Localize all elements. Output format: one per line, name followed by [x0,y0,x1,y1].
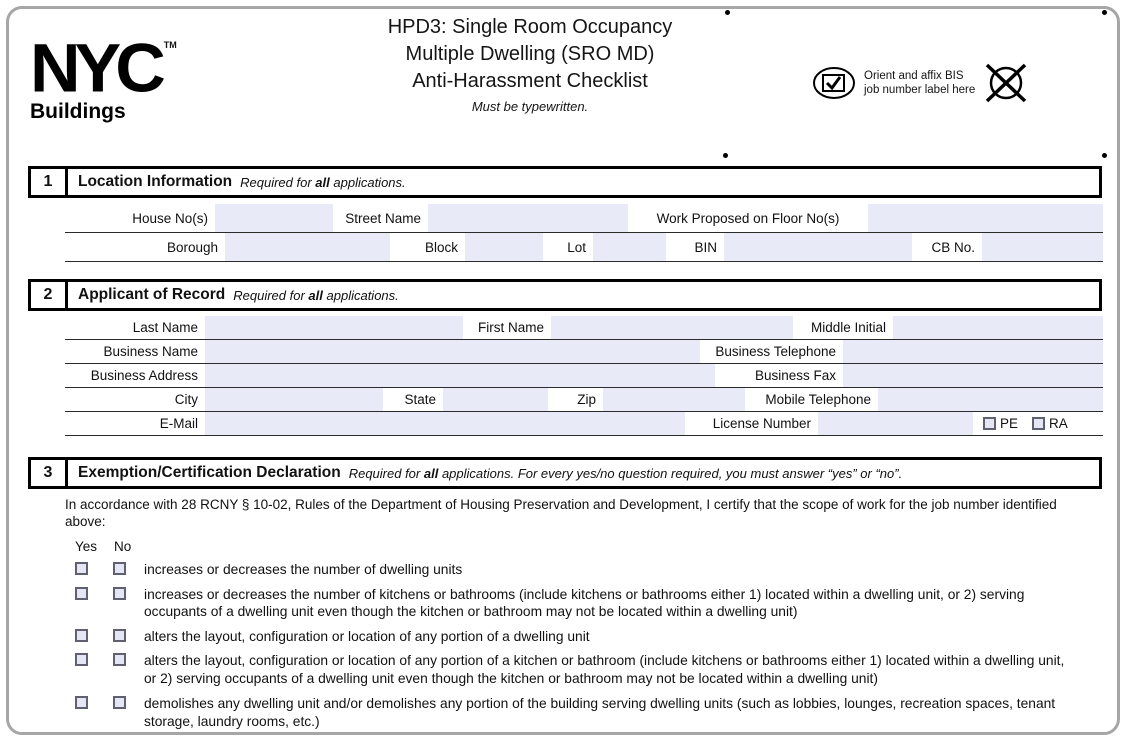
applicant-row-3 [65,364,1103,388]
typewritten-note: Must be typewritten. [471,99,589,114]
bin-label: BIN [666,233,724,261]
no-checkbox-5[interactable] [113,696,126,709]
borough-label: Borough [65,233,225,261]
state-label: State [383,388,443,411]
location-row-1 [65,204,1103,233]
business-telephone-label: Business Telephone [700,340,843,363]
license-type-checkboxes [973,412,1103,435]
mobile-telephone-field[interactable] [878,388,1103,411]
street-name-label: Street Name [333,204,428,232]
yes-no-header [75,539,1102,554]
section2-subtitle [233,288,399,303]
section1-number: 1 [31,169,68,195]
declaration-text-5: demolishes any dwelling unit and/or demolishes any portion of the building serving dwelling units (such as lobbies, lounges, recreation spaces, tenant storage, laundry rooms, etc.) [144,696,1056,729]
house-no-label: House No(s) [65,204,215,232]
yes-checkbox-2[interactable] [75,587,88,600]
bis-label-area [812,62,1029,104]
middle-initial-label: Middle Initial [793,316,893,339]
declaration-text-4: alters the layout, configuration or location of any portion of a kitchen or bathroom (include kitchens or bathrooms either 1) located within a dwelling unit, or 2) serving occupants of a dwelling unit even though the kitchen or bathroom may not be located within a dwelling unit) [144,653,1065,686]
crossed-circle-icon [983,62,1029,104]
section3-subtitle-pre: Required for [348,465,424,481]
ra-checkbox[interactable] [1032,417,1045,430]
section2-subtitle-post: applications. [322,287,399,303]
section1-subtitle-pre: Required for [240,174,316,190]
registration-dot-top-right [1102,10,1107,15]
work-floor-field[interactable] [868,204,1103,232]
section3-title: Exemption/Certification Declaration [78,464,341,481]
nyc-buildings-logo [30,29,220,124]
declaration-text-1: increases or decreases the number of dwelling units [144,562,463,577]
section2-number: 2 [31,282,68,308]
bis-instruction-line1: Orient and affix BIS [864,70,964,82]
section1-subtitle-bold: all [315,174,330,190]
street-name-field[interactable] [428,204,628,232]
business-address-field[interactable] [205,364,715,387]
email-label: E-Mail [65,412,205,435]
no-checkbox-2[interactable] [113,587,126,600]
declaration-row-2 [65,586,1066,621]
work-floor-label: Work Proposed on Floor No(s) [628,204,868,232]
middle-initial-field[interactable] [893,316,1103,339]
location-row-2 [65,233,1103,262]
nyc-logo-text: NYC [30,29,160,107]
trademark-symbol: TM [163,40,177,50]
license-number-field[interactable] [818,412,973,435]
yes-column-label: Yes [75,539,98,554]
ra-label: RA [1049,416,1068,431]
declaration-row-5 [65,695,1066,730]
lot-label: Lot [543,233,593,261]
section1-subtitle [240,175,406,190]
yes-checkbox-4[interactable] [75,653,88,666]
no-checkbox-1[interactable] [113,562,126,575]
first-name-label: First Name [463,316,551,339]
registration-dot-mid-right [1102,153,1107,158]
business-fax-field[interactable] [843,364,1103,387]
applicant-row-5 [65,412,1103,436]
section1-subtitle-post: applications. [329,174,406,190]
section1-title: Location Information [78,173,233,190]
section2-subtitle-bold: all [308,287,323,303]
declaration-row-3 [65,628,1066,646]
license-number-label: License Number [685,412,818,435]
logo-buildings-label: Buildings [30,100,126,123]
declaration-row-4 [65,652,1066,687]
city-label: City [65,388,205,411]
zip-field[interactable] [603,388,745,411]
bis-instruction-text [864,69,975,97]
section3-subtitle [349,466,903,481]
declaration-text-2: increases or decreases the number of kitchens or bathrooms (include kitchens or bathrooms either 1) located within a dwelling unit, or 2) serving occupants of a dwelling unit even though the kitchen or bathroom may not be located within a dwelling unit) [144,586,1025,619]
block-label: Block [390,233,465,261]
business-telephone-field[interactable] [843,340,1103,363]
cb-no-field[interactable] [982,233,1103,261]
business-address-label: Business Address [65,364,205,387]
zip-label: Zip [548,388,603,411]
yes-checkbox-5[interactable] [75,696,88,709]
form-title-line2: Multiple Dwelling (SRO MD) [405,43,655,65]
form-title [260,14,800,114]
bis-instruction-line2: job number label here [864,84,976,96]
section3-subtitle-post: applications. For every yes/no question required, you must answer “yes” or “no”. [438,465,903,481]
email-field[interactable] [205,412,685,435]
last-name-field[interactable] [205,316,463,339]
bin-field[interactable] [724,233,912,261]
declaration-text-3: alters the layout, configuration or location of any portion of a dwelling unit [144,628,590,644]
section3-number: 3 [31,460,68,486]
declaration-row-1 [65,561,1066,579]
no-column-label: No [114,539,132,554]
registration-dot-mid-left [723,153,728,158]
applicant-row-2 [65,340,1103,364]
check-stamp-icon [812,66,856,100]
first-name-field[interactable] [551,316,793,339]
section2-subtitle-pre: Required for [233,287,309,303]
declaration-intro: In accordance with 28 RCNY § 10-02, Rules of the Department of Housing Preservation and Development, I certify that the scope of work for the job number identified above: [65,497,1057,529]
city-field[interactable] [205,388,383,411]
yes-checkbox-3[interactable] [75,629,88,642]
borough-field[interactable] [225,233,390,261]
house-no-field[interactable] [215,204,333,232]
business-name-field[interactable] [205,340,700,363]
state-field[interactable] [443,388,548,411]
mobile-telephone-label: Mobile Telephone [745,388,878,411]
form-title-line1: HPD3: Single Room Occupancy [387,16,673,38]
no-checkbox-4[interactable] [113,653,126,666]
last-name-label: Last Name [65,316,205,339]
section3-header [28,457,1102,489]
applicant-row-1 [65,316,1103,340]
lot-field[interactable] [593,233,666,261]
cb-no-label: CB No. [912,233,982,261]
section2-header [28,279,1102,311]
business-name-label: Business Name [65,340,205,363]
business-fax-label: Business Fax [715,364,843,387]
no-checkbox-3[interactable] [113,629,126,642]
pe-label: PE [1000,416,1019,431]
applicant-row-4 [65,388,1103,412]
pe-checkbox[interactable] [983,417,996,430]
section3-subtitle-bold: all [423,465,439,481]
form-title-line3: Anti-Harassment Checklist [412,70,648,92]
section1-header [28,166,1102,198]
yes-checkbox-1[interactable] [75,562,88,575]
block-field[interactable] [465,233,543,261]
section2-title: Applicant of Record [78,286,226,303]
